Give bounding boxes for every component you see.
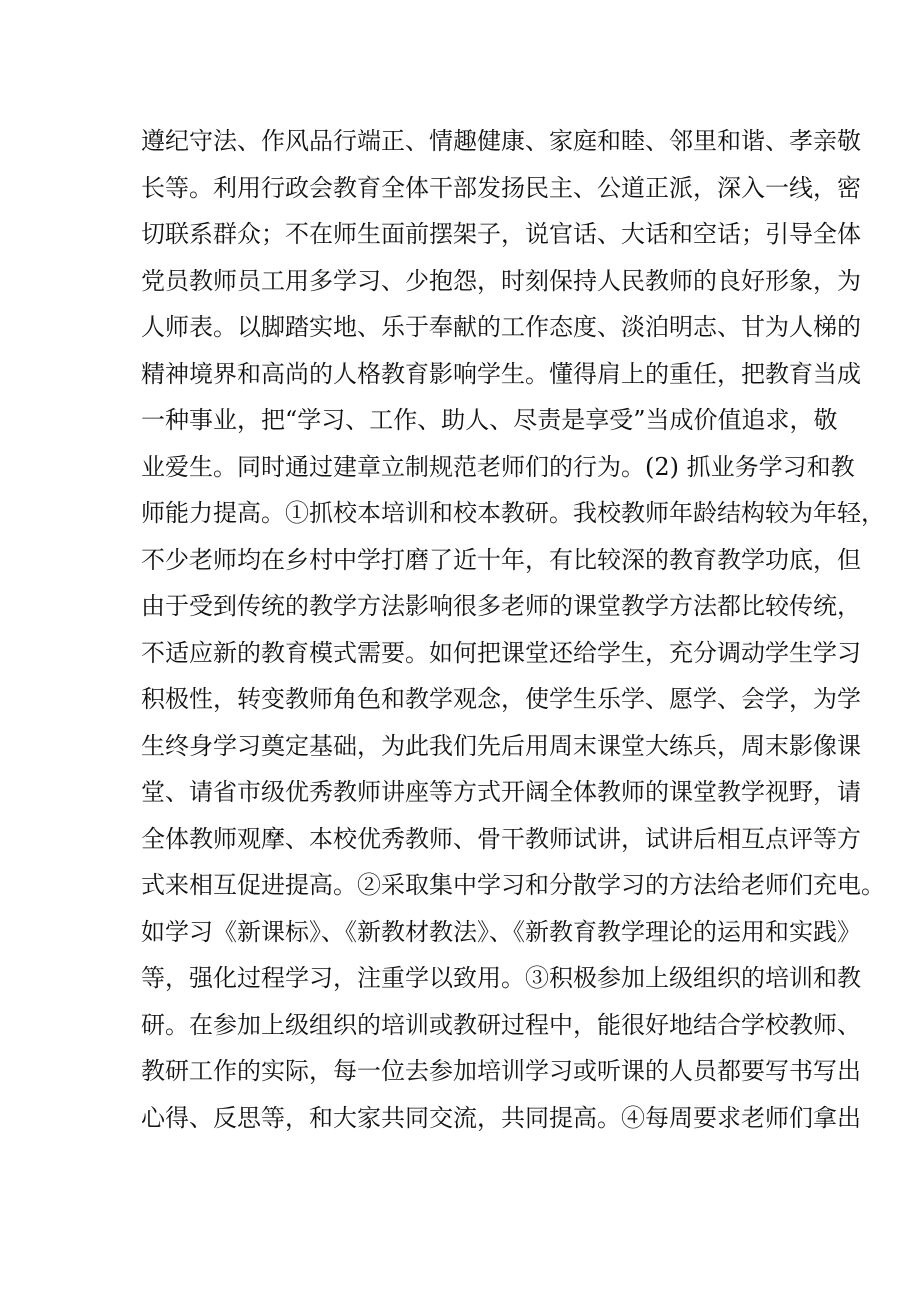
text-line-8: 业爱生。同时通过建章立制规范老师们的行为。(2) 抓业务学习和教	[141, 452, 855, 481]
text-line-19: 等，强化过程学习，注重学以致用。③积极参加上级组织的培训和教	[141, 964, 861, 992]
text-line-9: 师能力提高。①抓校本培训和校本教研。我校教师年龄结构较为年轻，	[141, 499, 885, 527]
text-line-17: 式来相互促进提高。②采取集中学习和分散学习的方法给老师们充电。	[141, 871, 885, 899]
text-line-10: 不少老师均在乡村中学打磨了近十年，有比较深的教育教学功底，但	[141, 545, 861, 574]
text-line-3: 切联系群众；不在师生面前摆架子，说官话、大话和空话；引导全体	[141, 220, 861, 248]
text-line-14: 生终身学习奠定基础，为此我们先后用周末课堂大练兵，周末影像课	[141, 731, 861, 760]
text-line-6: 精神境界和高尚的人格教育影响学生。懂得肩上的重任，把教育当成	[141, 359, 861, 388]
text-line-2: 长等。利用行政会教育全体干部发扬民主、公道正派，深入一线，密	[141, 173, 861, 202]
text-line-20: 研。在参加上级组织的培训或教研过程中，能很好地结合学校教师、	[141, 1010, 861, 1039]
text-line-13: 积极性，转变教师角色和教学观念，使学生乐学、愿学、会学，为学	[141, 685, 861, 713]
body-text	[141, 118, 885, 1141]
text-line-1: 遵纪守法、作风品行端正、情趣健康、家庭和睦、邻里和谐、孝亲敬	[141, 127, 861, 155]
text-line-12: 不适应新的教育模式需要。如何把课堂还给学生，充分调动学生学习	[141, 638, 861, 667]
text-line-16: 全体教师观摩、本校优秀教师、骨干教师试讲，试讲后相互点评等方	[141, 824, 861, 853]
text-line-4: 党员教师员工用多学习、少抱怨，时刻保持人民教师的良好形象，为	[141, 266, 861, 295]
text-line-15: 堂、请省市级优秀教师讲座等方式开阔全体教师的课堂教学视野，请	[141, 778, 861, 806]
text-line-21: 教研工作的实际，每一位去参加培训学习或听课的人员都要写书写出	[141, 1057, 861, 1085]
text-line-5: 人师表。以脚踏实地、乐于奉献的工作态度、淡泊明志、甘为人梯的	[141, 313, 861, 341]
text-line-7: 一种事业，把“学习、工作、助人、尽责是享受”当成价值追求，敬	[141, 406, 838, 434]
text-line-11: 由于受到传统的教学方法影响很多老师的课堂教学方法都比较传统，	[141, 592, 861, 620]
text-line-22: 心得、反思等，和大家共同交流，共同提高。④每周要求老师们拿出	[141, 1103, 861, 1132]
text-line-18: 如学习《新课标》、《新教材教法》、《新教育教学理论的运用和实践》	[141, 917, 861, 946]
